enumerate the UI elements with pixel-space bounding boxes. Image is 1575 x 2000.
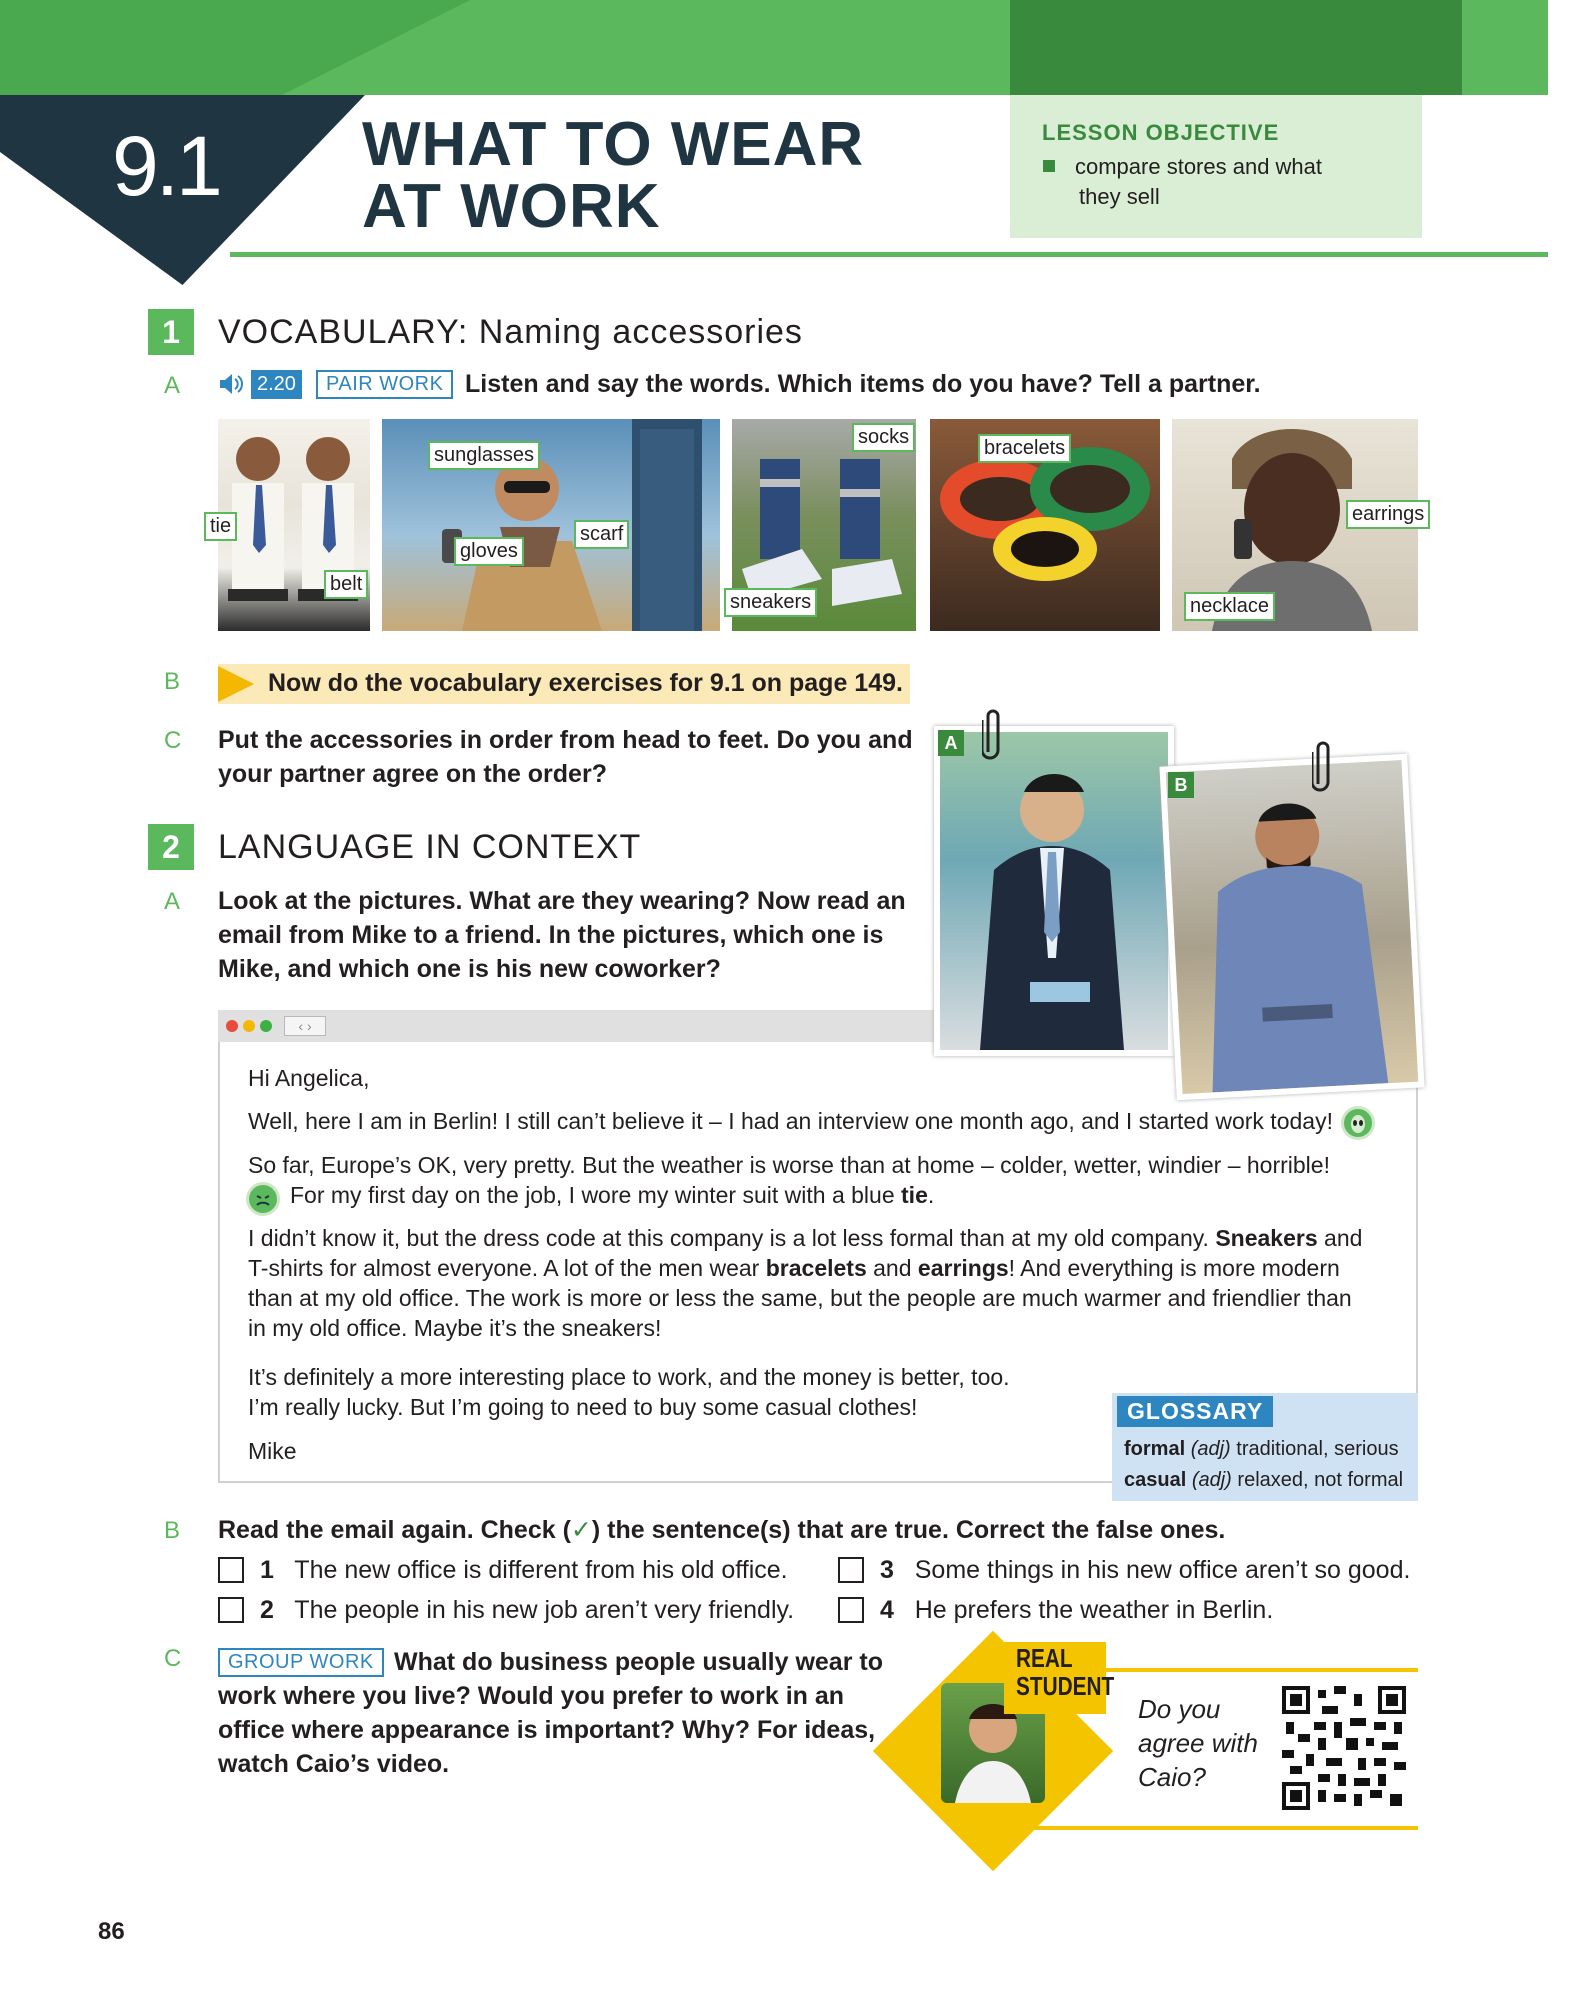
unit-number: 9.1	[112, 119, 220, 213]
statement-1	[260, 1556, 788, 1585]
alien-emoji-icon	[1341, 1106, 1375, 1140]
paperclip-icon-2	[1312, 736, 1334, 797]
label-sneakers: sneakers	[724, 588, 817, 617]
title-line-1: WHAT TO WEAR	[362, 110, 865, 179]
photo-boys-ties	[218, 419, 370, 631]
glossary-heading: GLOSSARY	[1117, 1396, 1273, 1427]
real-student-bottom-rule	[1004, 1826, 1418, 1830]
sick-emoji-icon	[246, 1182, 280, 1216]
exercise-2a-letter: A	[164, 888, 181, 915]
page-number: 86	[98, 1918, 125, 1945]
exercise-1a-instruction: Listen and say the words. Which items do you have? Tell a partner.	[465, 370, 1261, 398]
label-earrings: earrings	[1346, 500, 1430, 529]
glossary-pos-2: (adj)	[1191, 1469, 1232, 1491]
email-word-sneakers: Sneakers	[1215, 1225, 1318, 1251]
label-gloves: gloves	[454, 537, 524, 566]
statement-4-num: 4	[880, 1596, 894, 1624]
exercise-1c-instruction	[218, 723, 913, 791]
email-word-bracelets: bracelets	[765, 1255, 867, 1281]
check-mark-icon: ✓	[570, 1516, 592, 1544]
lesson-title	[362, 110, 865, 241]
label-scarf: scarf	[574, 520, 629, 549]
email-p3-line1: I didn’t know it, but the dress code at this company is a lot less formal than at my old company.	[248, 1225, 1209, 1251]
label-sunglasses: sunglasses	[428, 441, 540, 470]
exercise-1c-line-2: your partner agree on the order?	[218, 760, 607, 788]
play-arrow-icon	[218, 666, 254, 702]
glossary-entry-formal	[1124, 1434, 1403, 1465]
email-signoff: Mike	[248, 1438, 297, 1464]
label-tie: tie	[204, 512, 237, 541]
email-paragraph-3	[248, 1223, 1362, 1343]
section-2-number: 2	[148, 824, 194, 870]
photo-b-frame	[1159, 754, 1424, 1101]
email-greeting: Hi Angelica,	[248, 1065, 370, 1091]
statement-1-text: The new office is different from his old office.	[294, 1556, 788, 1584]
audio-track-number[interactable]: 2.20	[251, 370, 302, 399]
objective-line-1: compare stores and what	[1075, 154, 1323, 179]
title-line-2: AT WORK	[362, 172, 661, 241]
glossary-pos-1: (adj)	[1190, 1438, 1231, 1460]
label-belt: belt	[324, 570, 368, 599]
email-p4-line2: I’m really lucky. But I’m going to need to buy some casual clothes!	[248, 1394, 918, 1420]
email-p3-line3: than at my old office. The work is more or less the same, but the people are much warmer and friendlier than	[248, 1285, 1352, 1311]
email-p3-line2-end: ! And everything is more modern	[1008, 1255, 1340, 1281]
checkbox-1[interactable]	[218, 1557, 244, 1583]
exercise-1b-instruction: Now do the vocabulary exercises for 9.1 on page 149.	[268, 669, 903, 697]
glossary-word-formal: formal	[1124, 1438, 1186, 1460]
email-p4-line1: It’s definitely a more interesting place to work, and the money is better, too.	[248, 1364, 1010, 1390]
email-p3-line4: in my old office. Maybe it’s the sneakers!	[248, 1315, 662, 1341]
pair-work-tag: PAIR WORK	[316, 370, 453, 399]
email-word-earrings: earrings	[917, 1255, 1009, 1281]
exercise-2b-text-a: Read the email again. Check (	[218, 1516, 571, 1544]
objective-text	[1075, 152, 1375, 212]
objective-heading: LESSON OBJECTIVE	[1042, 120, 1280, 145]
email-p3-line2: T-shirts for almost everyone. A lot of the men wear	[248, 1255, 760, 1281]
exercise-1c-letter: C	[164, 727, 182, 754]
section-1-number: 1	[148, 309, 194, 355]
photo-a-man-suit	[940, 732, 1168, 1050]
question-line-1: Do you	[1138, 1694, 1221, 1724]
label-necklace: necklace	[1184, 592, 1275, 621]
checkbox-2[interactable]	[218, 1597, 244, 1623]
email-p2b-text: For my first day on the job, I wore my winter suit with a blue	[290, 1182, 895, 1208]
exercise-2c-line-4: watch Caio’s video.	[218, 1750, 450, 1778]
statement-1-num: 1	[260, 1556, 274, 1584]
exercise-2c-line-1: What do business people usually wear to	[394, 1648, 883, 1676]
qr-code-icon[interactable]	[1282, 1686, 1406, 1815]
label-bracelets: bracelets	[978, 434, 1071, 463]
statement-3	[880, 1556, 1410, 1585]
objective-line-2: they sell	[1079, 184, 1160, 209]
exercise-2c-line-2: work where you live? Would you prefer to work in an	[218, 1682, 845, 1710]
email-paragraph-1: Well, here I am in Berlin! I still can’t believe it – I had an interview one month ago, and I started work today!	[248, 1108, 1333, 1134]
real-student-label-2: STUDENT	[1016, 1671, 1115, 1701]
statement-4	[880, 1596, 1273, 1625]
group-work-tag: GROUP WORK	[218, 1648, 384, 1677]
glossary-def-1: traditional, serious	[1236, 1438, 1399, 1460]
section-2-title: LANGUAGE IN CONTEXT	[218, 828, 642, 866]
paperclip-icon	[982, 704, 1004, 765]
photo-a-badge: A	[938, 730, 964, 756]
header-rule	[230, 252, 1548, 257]
statement-2-num: 2	[260, 1596, 274, 1624]
statement-4-text: He prefers the weather in Berlin.	[914, 1596, 1274, 1624]
photo-a-frame	[934, 726, 1174, 1056]
statement-2-text: The people in his new job aren’t very friendly.	[294, 1596, 795, 1624]
exercise-2b-letter: B	[164, 1517, 181, 1544]
exercise-2a-line-3: Mike, and which one is his new coworker?	[218, 955, 721, 983]
real-student-label	[1016, 1644, 1114, 1700]
maximize-dot-icon[interactable]	[260, 1020, 272, 1032]
exercise-2a-instruction	[218, 884, 906, 986]
email-p3-and: and	[1324, 1225, 1363, 1251]
photo-b-badge: B	[1168, 772, 1194, 798]
speaker-icon[interactable]	[218, 371, 244, 402]
exercise-1c-line-1: Put the accessories in order from head to feet. Do you and	[218, 726, 913, 754]
email-paragraph-2b: For my first day on the job, I wore my winter suit with a blue tie.	[290, 1182, 935, 1208]
objective-bullet-icon	[1043, 160, 1055, 172]
email-paragraph-2a: So far, Europe’s OK, very pretty. But the weather is worse than at home – colder, wetter, windier – horrible!	[248, 1152, 1330, 1178]
label-socks: socks	[852, 423, 915, 452]
exercise-2a-line-1: Look at the pictures. What are they wearing? Now read an	[218, 887, 906, 915]
exercise-1b-letter: B	[164, 668, 181, 695]
email-paragraph-4	[248, 1362, 1010, 1422]
photo-b-man-sweater	[1166, 760, 1419, 1094]
exercise-2b-instruction	[218, 1513, 1225, 1547]
glossary-entries	[1124, 1434, 1403, 1496]
exercise-2b-text-b: ) the sentence(s) that are true. Correct the false ones.	[591, 1516, 1226, 1544]
section-1-title: VOCABULARY: Naming accessories	[218, 313, 803, 351]
header-band-dark	[1010, 0, 1462, 95]
statement-2	[260, 1596, 794, 1625]
exercise-2a-line-2: email from Mike to a friend. In the pictures, which one is	[218, 921, 884, 949]
checkbox-4[interactable]	[838, 1597, 864, 1623]
real-student-question	[1138, 1692, 1258, 1794]
real-student-label-1: REAL	[1016, 1643, 1073, 1673]
statement-3-text: Some things in his new office aren’t so good.	[914, 1556, 1411, 1584]
email-word-tie: tie	[901, 1182, 928, 1208]
exercise-2c-letter: C	[164, 1645, 182, 1672]
exercise-1a-letter: A	[164, 372, 181, 399]
statement-3-num: 3	[880, 1556, 894, 1584]
close-dot-icon[interactable]	[226, 1020, 238, 1032]
nav-arrows-icon[interactable]: ‹ ›	[284, 1016, 326, 1036]
question-line-3: Caio?	[1138, 1762, 1206, 1792]
glossary-def-2: relaxed, not formal	[1237, 1469, 1404, 1491]
exercise-2c-line-3: office where appearance is important? Why? For ideas,	[218, 1716, 876, 1744]
checkbox-3[interactable]	[838, 1557, 864, 1583]
glossary-word-casual: casual	[1124, 1469, 1187, 1491]
question-line-2: agree with	[1138, 1728, 1258, 1758]
email-p3-and-2: and	[873, 1255, 912, 1281]
glossary-entry-casual	[1124, 1465, 1403, 1496]
minimize-dot-icon[interactable]	[243, 1020, 255, 1032]
